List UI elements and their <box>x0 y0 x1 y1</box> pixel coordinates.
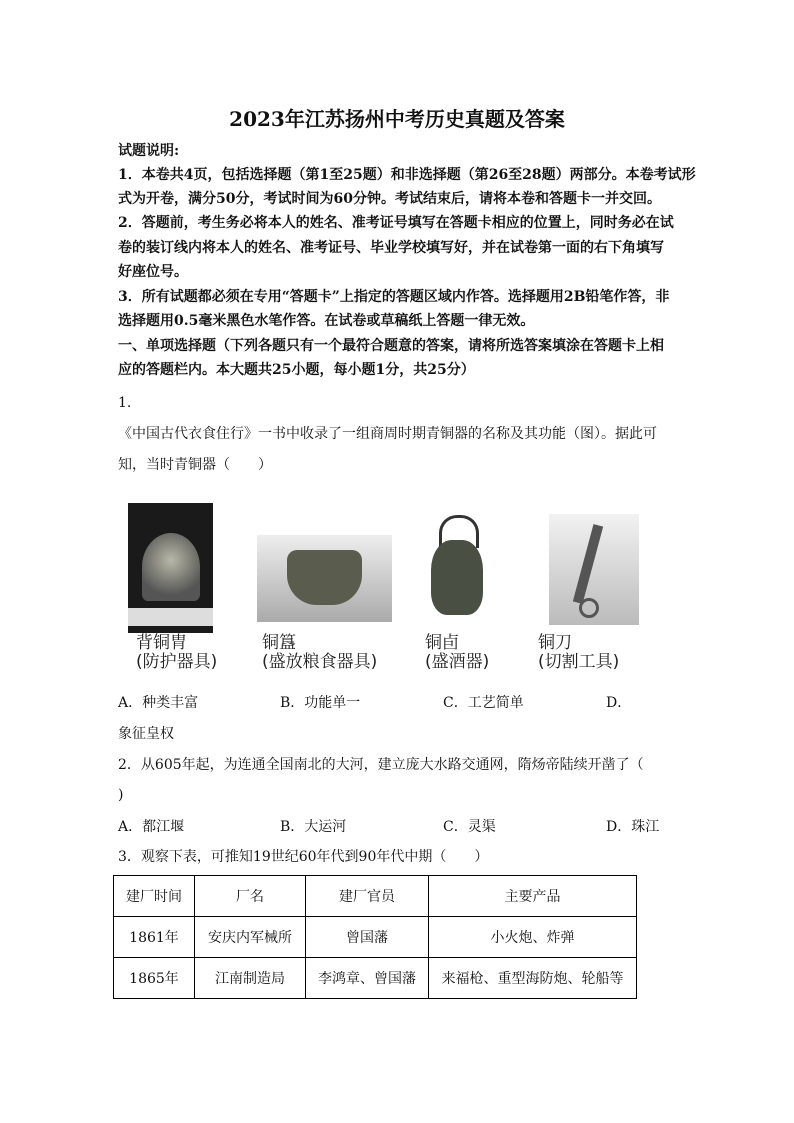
figure-caption: 铜卣 <box>425 633 459 653</box>
table-row <box>114 958 637 999</box>
instructions-heading: 试题说明: <box>118 143 180 159</box>
figure-caption: (盛酒器) <box>425 652 490 672</box>
gui-vessel-photo <box>257 535 392 622</box>
table-row <box>114 917 637 958</box>
you-vessel-photo <box>425 515 489 615</box>
q3-stem: 3．观察下表，可推知19世纪60年代到90年代中期（ ） <box>118 849 489 865</box>
figure-caption: 背铜胄 <box>136 633 187 653</box>
table-header: 厂名 <box>195 876 306 917</box>
figure-caption: 铜簋 <box>262 633 296 653</box>
q1-option-a: A．种类丰富 <box>118 695 199 711</box>
helmet-photo <box>128 503 213 633</box>
q2-stem: ) <box>118 787 124 803</box>
q1-stem: 知，当时青铜器（ ） <box>118 457 272 473</box>
q2-option-c: C．灵渠 <box>443 819 496 835</box>
instruction-line: 卷的装订线内将本人的姓名、准考证号、毕业学校填写好，并在试卷第一面的右下角填写 <box>118 240 664 256</box>
q1-option-d: D． <box>606 695 632 711</box>
table-cell: 江南制造局 <box>195 958 306 999</box>
section-heading: 一、单项选择题（下列各题只有一个最符合题意的答案，请将所选答案填涂在答题卡上相 <box>118 338 664 354</box>
table-header: 建厂官员 <box>306 876 429 917</box>
table-header: 主要产品 <box>429 876 637 917</box>
q2-option-d: D．珠江 <box>606 819 660 835</box>
instruction-line: 好座位号。 <box>118 264 188 280</box>
q2-option-b: B．大运河 <box>280 819 347 835</box>
table-cell: 安庆内军械所 <box>195 917 306 958</box>
q1-stem: 《中国古代衣食住行》一书中收录了一组商周时期青铜器的名称及其功能（图）。据此可 <box>118 426 657 442</box>
table-header-row <box>114 876 637 917</box>
figure-caption: (盛放粮食器具) <box>262 652 378 672</box>
section-heading: 应的答题栏内。本大题共25小题，每小题1分，共25分） <box>118 362 475 378</box>
q1-option-c: C．工艺简单 <box>443 695 524 711</box>
page-title: 2023年江苏扬州中考历史真题及答案 <box>229 107 565 131</box>
table-cell: 1865年 <box>114 958 195 999</box>
instruction-line: 选择题用0.5毫米黑色水笔作答。在试卷或草稿纸上答题一律无效。 <box>118 313 535 329</box>
figure-caption: (切割工具) <box>538 652 620 672</box>
instruction-line: 式为开卷，满分50分，考试时间为60分钟。考试结束后，请将本卷和答题卡一并交回。 <box>118 191 661 207</box>
instruction-line: 3．所有试题都必须在专用“答题卡”上指定的答题区域内作答。选择题用2B铅笔作答，非 <box>118 289 670 305</box>
q1-option-d-text: 象征皇权 <box>118 726 174 742</box>
knife-photo <box>549 514 639 625</box>
factory-table <box>113 875 637 999</box>
q2-option-a: A．都江堰 <box>118 819 185 835</box>
table-cell: 李鸿章、曾国藩 <box>306 958 429 999</box>
q1-number: 1. <box>118 395 132 411</box>
q1-option-b: B．功能单一 <box>280 695 361 711</box>
instruction-line: 1．本卷共4页，包括选择题（第1至25题）和非选择题（第26至28题）两部分。本卷考试形 <box>118 167 696 183</box>
table-header: 建厂时间 <box>114 876 195 917</box>
table-cell: 1861年 <box>114 917 195 958</box>
table-cell: 来福枪、重型海防炮、轮船等 <box>429 958 637 999</box>
figure-caption: 铜刀 <box>538 633 572 653</box>
table-cell: 小火炮、炸弹 <box>429 917 637 958</box>
figure-caption: (防护器具) <box>136 652 218 672</box>
q2-stem: 2．从605年起，为连通全国南北的大河，建立庞大水路交通网，隋炀帝陆续开凿了（ <box>118 757 644 773</box>
table-cell: 曾国藩 <box>306 917 429 958</box>
instruction-line: 2．答题前，考生务必将本人的姓名、准考证号填写在答题卡相应的位置上，同时务必在试 <box>118 215 674 231</box>
